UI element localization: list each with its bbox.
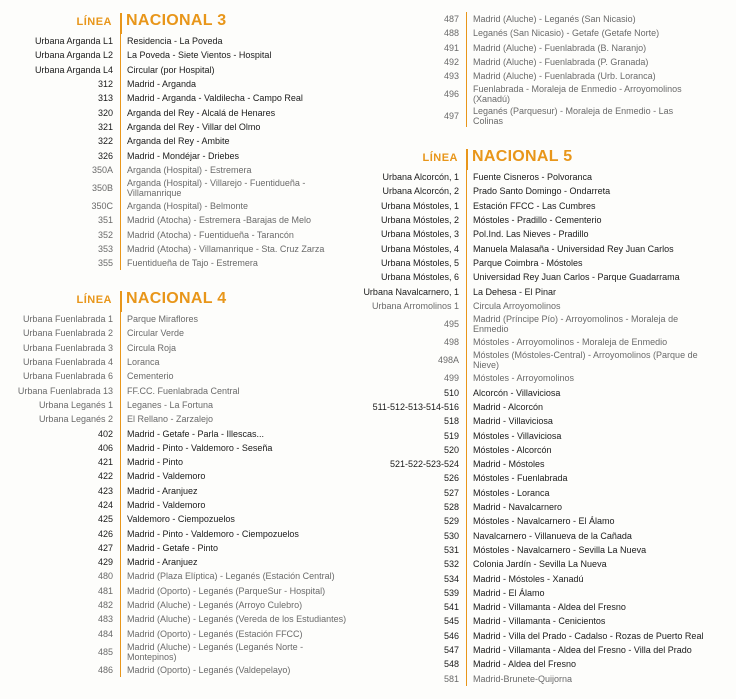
route-row: [97, 105, 360, 119]
route-code: 484: [97, 628, 113, 639]
route-destination: Leganés (Parquesur) - Moraleja de Enmedio - Las Colinas: [473, 106, 674, 127]
route-code: Urbana Fuenlabrada 3: [22, 342, 113, 353]
route-row: [97, 484, 360, 498]
route-code: 546: [443, 630, 459, 641]
route-destination: La Poveda - Siete Vientos - Hospital: [127, 50, 272, 61]
route-row: [97, 555, 360, 569]
route-code: Urbana Fuenlabrada 1: [22, 314, 113, 325]
route-row: [34, 48, 360, 62]
route-code: 518: [443, 416, 459, 427]
route-code: Urbana Navalcarnero, 1: [363, 286, 459, 297]
route-row: [97, 569, 360, 583]
route-destination: Madrid (Atocha) - Estremera -Barajas de Melo: [127, 215, 312, 226]
route-destination: Madrid - Móstoles - Xanadú: [473, 573, 584, 584]
route-code: 421: [97, 457, 113, 468]
route-code: 351: [97, 215, 113, 226]
route-code: Urbana Leganés 1: [38, 399, 113, 410]
route-destination: Estación FFCC - Las Cumbres: [473, 200, 596, 211]
route-row: [97, 455, 360, 469]
route-destination: Madrid (Oporto) - Leganés (ParqueSur - Hospital): [127, 585, 326, 596]
route-code: 429: [97, 557, 113, 568]
route-code: 541: [443, 602, 459, 613]
route-row: [97, 441, 360, 455]
route-destination: La Dehesa - El Pinar: [473, 286, 557, 297]
route-code: 539: [443, 587, 459, 598]
route-row: [97, 256, 360, 270]
route-row: [443, 471, 736, 485]
route-destination: Madrid - Arganda - Valdilecha - Campo Real: [127, 93, 303, 104]
route-code: 481: [97, 585, 113, 596]
route-code: 520: [443, 444, 459, 455]
route-row: [17, 383, 360, 397]
route-code: 532: [443, 559, 459, 570]
route-code: 488: [443, 28, 459, 39]
nacional-5-section: [360, 148, 736, 686]
nacional-4-section: [0, 290, 360, 677]
route-row: [443, 443, 736, 457]
route-destination: Parque Coimbra - Móstoles: [473, 257, 583, 268]
linea-label: LÍNEA: [422, 152, 458, 164]
route-row: [443, 69, 736, 83]
route-destination: Madrid - Aranjuez: [127, 557, 198, 568]
route-code: 485: [97, 646, 113, 657]
route-code: Urbana Arganda L4: [34, 64, 113, 75]
route-destination: Pol.Ind. Las Nieves - Pradillo: [473, 229, 589, 240]
route-row: [443, 313, 736, 335]
route-destination: Arganda del Rey - Villar del Olmo: [127, 121, 261, 132]
route-destination: Manuela Malasaña - Universidad Rey Juan Carlos: [473, 243, 674, 254]
route-row: [443, 529, 736, 543]
route-row: [443, 371, 736, 385]
route-row: [380, 227, 736, 241]
route-code: 547: [443, 645, 459, 656]
route-code: 486: [97, 664, 113, 675]
route-row: [38, 412, 360, 426]
route-destination: Arganda del Rey - Alcalá de Henares: [127, 107, 276, 118]
route-destination: Loranca: [127, 357, 160, 368]
route-destination: Leganés (San Nicasio) - Getafe (Getafe Norte): [473, 28, 660, 39]
route-destination: Madrid (Aluche) - Leganés (Arroyo Culebro): [127, 600, 303, 611]
route-destination: Madrid - Navalcarnero: [473, 502, 563, 513]
route-destination: Leganes - La Fortuna: [127, 399, 214, 410]
route-code: Urbana Móstoles, 3: [380, 229, 459, 240]
route-code: 493: [443, 71, 459, 82]
route-code: Urbana Móstoles, 5: [380, 257, 459, 268]
route-code: 406: [97, 442, 113, 453]
route-destination: Móstoles - Navalcarnero - El Álamo: [473, 516, 615, 527]
route-code: Urbana Arganda L2: [34, 50, 113, 61]
route-code: 352: [97, 229, 113, 240]
route-row: [443, 643, 736, 657]
route-destination: Valdemoro - Ciempozuelos: [127, 514, 235, 525]
route-destination: Colonia Jardín - Sevilla La Nueva: [473, 559, 607, 570]
route-destination: Residencia - La Poveda: [127, 36, 223, 47]
route-destination: Madrid-Brunete-Quijorna: [473, 673, 573, 684]
route-destination: Móstoles - Arroyomolinos: [473, 373, 575, 384]
route-code: 498: [443, 337, 459, 348]
route-row: [443, 600, 736, 614]
route-destination: Madrid (Aluche) - Fuenlabrada (P. Granada): [473, 57, 649, 68]
linea-label: LÍNEA: [76, 294, 112, 306]
route-destination: Madrid (Aluche) - Fuenlabrada (B. Naranjo): [473, 42, 647, 53]
route-row: [38, 398, 360, 412]
route-code: 425: [97, 514, 113, 525]
route-destination: Móstoles - Arroyomolinos - Moraleja de Enmedio: [473, 337, 668, 348]
route-code: Urbana Móstoles, 2: [380, 215, 459, 226]
nacional-5-header: [360, 148, 736, 170]
route-destination: Circula Roja: [127, 342, 177, 353]
route-code: 529: [443, 516, 459, 527]
route-destination: Circular Verde: [127, 328, 185, 339]
route-code: 531: [443, 544, 459, 555]
route-destination: Madrid - Alcorcón: [473, 402, 544, 412]
route-row: [34, 63, 360, 77]
route-code: Urbana Leganés 2: [38, 414, 113, 425]
route-row: [22, 326, 360, 340]
route-destination: Cementerio: [127, 371, 174, 382]
route-row: [97, 663, 360, 677]
route-row: [443, 486, 736, 500]
route-row: [34, 34, 360, 48]
route-code: Urbana Alcorcón, 2: [382, 186, 459, 197]
route-destination: Madrid (Príncipe Pío) - Arroyomolinos - Moraleja de Enmedio: [473, 313, 679, 334]
route-destination: Móstoles - Fuenlabrada: [473, 473, 568, 484]
route-destination: Madrid - Pinto - Valdemoro - Ciempozuelos: [127, 528, 299, 539]
route-row: [443, 500, 736, 514]
route-row: [97, 91, 360, 105]
route-row: [97, 612, 360, 626]
route-code: Urbana Alcorcón, 1: [382, 172, 459, 183]
route-row: [382, 184, 736, 198]
route-row: [97, 627, 360, 641]
route-row: [443, 672, 736, 686]
route-destination: Arganda (Hospital) - Belmonte: [127, 201, 249, 212]
route-code: 350A: [91, 164, 113, 175]
route-destination: Universidad Rey Juan Carlos - Parque Guadarrama: [473, 272, 680, 283]
route-code: 510: [443, 387, 459, 398]
route-code: 492: [443, 57, 459, 68]
route-code: 350B: [91, 182, 113, 193]
route-code: Urbana Fuenlabrada 2: [22, 328, 113, 339]
route-row: [97, 598, 360, 612]
route-destination: Madrid - Móstoles: [473, 459, 545, 470]
route-code: 534: [443, 573, 459, 584]
route-row: [380, 199, 736, 213]
route-destination: Móstoles (Móstoles-Central) - Arroyomolinos (Parque de Nieve): [473, 350, 698, 371]
route-row: [97, 526, 360, 540]
route-destination: Madrid - Villamanta - Cenicientos: [473, 616, 606, 627]
route-destination: Arganda (Hospital) - Villarejo - Fuentidueña - Villamanrique: [127, 177, 306, 198]
route-row: [443, 657, 736, 671]
route-code: Urbana Arganda L1: [34, 36, 113, 47]
nacional-4-title: NACIONAL 4: [126, 290, 227, 307]
route-row: [443, 414, 736, 428]
route-destination: Madrid (Oporto) - Leganés (Valdepelayo): [127, 664, 291, 675]
route-destination: Circular (por Hospital): [127, 64, 215, 75]
route-code: 511-512-513-514-516: [372, 402, 459, 412]
route-destination: Madrid (Atocha) - Villamanrique - Sta. Cruz Zarza: [127, 244, 325, 254]
route-row: [97, 134, 360, 148]
route-row: [380, 270, 736, 284]
route-destination: Madrid - Pinto - Valdemoro - Seseña: [127, 442, 273, 453]
route-code: 321: [97, 121, 113, 132]
route-row: [22, 312, 360, 326]
route-code: 497: [443, 111, 459, 122]
route-destination: Madrid (Aluche) - Leganés (Leganés Norte - Montepinos): [127, 641, 304, 662]
route-destination: Madrid (Aluche) - Leganés (San Nicasio): [473, 14, 636, 25]
route-destination: Fuente Cisneros - Polvoranca: [473, 172, 593, 183]
route-row: [382, 170, 736, 184]
route-destination: Alcorcón - Villaviciosa: [473, 387, 561, 398]
route-row: [97, 148, 360, 162]
route-code: 528: [443, 502, 459, 513]
route-code: 480: [97, 571, 113, 582]
route-row: [97, 228, 360, 242]
route-code: Urbana Arromolinos 1: [371, 300, 459, 311]
route-row: [380, 256, 736, 270]
route-code: 526: [443, 473, 459, 484]
route-row: [443, 83, 736, 105]
route-destination: Madrid - Getafe - Pinto: [127, 542, 219, 553]
route-row: [443, 12, 736, 26]
route-destination: Madrid - Valdemoro: [127, 471, 206, 482]
route-code: Urbana Móstoles, 1: [380, 200, 459, 211]
route-destination: Móstoles - Loranca: [473, 487, 550, 498]
route-code: 581: [443, 673, 459, 684]
route-destination: FF.CC. Fuenlabrada Central: [127, 385, 240, 396]
route-row: [443, 586, 736, 600]
route-code: 423: [97, 485, 113, 496]
route-code: 499: [443, 373, 459, 384]
route-code: 545: [443, 616, 459, 627]
nacional-4-header: [0, 290, 360, 312]
route-row: [97, 426, 360, 440]
route-code: 402: [97, 428, 113, 439]
route-row: [97, 77, 360, 91]
route-code: 355: [97, 258, 113, 269]
route-row: [380, 213, 736, 227]
route-code: 482: [97, 600, 113, 611]
route-destination: Navalcarnero - Villanueva de la Cañada: [473, 530, 632, 541]
route-row: [380, 241, 736, 255]
nacional-4-continued-list: [443, 12, 736, 127]
route-code: 427: [97, 542, 113, 553]
route-code: 548: [443, 659, 459, 670]
route-code: 519: [443, 430, 459, 441]
route-code: 312: [97, 79, 113, 90]
nacional-4-list: [17, 312, 360, 677]
route-row: [443, 428, 736, 442]
route-row: [22, 369, 360, 383]
route-row: [363, 284, 736, 298]
route-row: [91, 177, 360, 199]
route-row: [97, 641, 360, 663]
route-destination: Arganda (Hospital) - Estremera: [127, 164, 252, 175]
route-destination: Arganda del Rey - Ambite: [127, 136, 230, 147]
route-destination: Madrid (Aluche) - Leganés (Vereda de los Estudiantes): [127, 614, 347, 625]
route-code: 320: [97, 107, 113, 118]
route-destination: Madrid - El Álamo: [473, 587, 545, 598]
route-code: 487: [443, 14, 459, 25]
route-row: [97, 512, 360, 526]
route-row: [91, 163, 360, 177]
route-row: [97, 498, 360, 512]
route-code: 527: [443, 487, 459, 498]
route-row: [97, 120, 360, 134]
route-row: [443, 41, 736, 55]
route-destination: Madrid (Oporto) - Leganés (Estación FFCC): [127, 628, 303, 639]
route-code: 422: [97, 471, 113, 482]
route-code: 496: [443, 89, 459, 100]
route-code: 353: [97, 244, 113, 254]
route-row: [443, 543, 736, 557]
route-row: [97, 242, 360, 256]
route-row: [443, 571, 736, 585]
route-row: [443, 557, 736, 571]
route-row: [97, 469, 360, 483]
route-destination: Móstoles - Villaviciosa: [473, 430, 562, 441]
route-row: [389, 457, 736, 471]
route-destination: Madrid - Aldea del Fresno: [473, 659, 577, 670]
route-destination: Madrid - Valdemoro: [127, 500, 206, 510]
route-row: [443, 55, 736, 69]
route-destination: Madrid - Pinto: [127, 457, 184, 468]
route-row: [97, 213, 360, 227]
route-code: 322: [97, 136, 113, 147]
route-destination: Fuenlabrada - Moraleja de Enmedio - Arroyomolinos (Xanadú): [473, 84, 682, 105]
route-destination: Madrid (Plaza Elíptica) - Leganés (Estación Central): [127, 571, 335, 582]
route-destination: Parque Miraflores: [127, 314, 199, 325]
route-code: 426: [97, 528, 113, 539]
route-row: [443, 335, 736, 349]
route-destination: Madrid - Villamanta - Aldea del Fresno - Villa del Prado: [473, 645, 692, 656]
route-destination: Madrid - Mondéjar - Driebes: [127, 150, 240, 161]
route-code: 326: [97, 150, 113, 161]
route-code: 530: [443, 530, 459, 541]
route-row: [22, 341, 360, 355]
nacional-3-section: [0, 12, 360, 270]
route-destination: Madrid - Villa del Prado - Cadalso - Rozas de Puerto Real: [473, 630, 704, 641]
route-code: Urbana Fuenlabrada 4: [22, 357, 113, 368]
route-destination: Madrid - Arganda: [127, 79, 197, 90]
nacional-5-list: [363, 170, 736, 686]
nacional-3-list: [34, 34, 360, 270]
route-code: 483: [97, 614, 113, 625]
nacional-4-continued-section: [360, 12, 736, 127]
route-code: 424: [97, 500, 113, 510]
route-destination: Madrid - Aranjuez: [127, 485, 198, 496]
route-destination: Madrid (Aluche) - Fuenlabrada (Urb. Loranca): [473, 71, 656, 82]
route-code: 495: [443, 318, 459, 329]
route-code: 350C: [91, 201, 113, 212]
route-row: [443, 629, 736, 643]
route-row: [97, 584, 360, 598]
route-code: Urbana Móstoles, 6: [380, 272, 459, 283]
route-code: 521-522-523-524: [389, 459, 459, 470]
route-code: 491: [443, 42, 459, 53]
route-destination: Circula Arroyomolinos: [473, 300, 561, 311]
route-row: [443, 26, 736, 40]
route-destination: Prado Santo Domingo - Ondarreta: [473, 186, 611, 197]
route-row: [91, 199, 360, 213]
route-destination: Móstoles - Alcorcón: [473, 444, 552, 455]
route-destination: Madrid - Villamanta - Aldea del Fresno: [473, 602, 626, 613]
route-code: 498A: [437, 355, 459, 366]
route-destination: El Rellano - Zarzalejo: [127, 414, 214, 425]
route-row: [443, 614, 736, 628]
route-code: 313: [97, 93, 113, 104]
route-destination: Madrid - Getafe - Parla - Illescas...: [127, 428, 265, 439]
route-destination: Fuentidueña de Tajo - Estremera: [127, 258, 258, 269]
linea-label: LÍNEA: [76, 16, 112, 28]
nacional-3-header: [0, 12, 360, 34]
route-row: [443, 105, 736, 127]
route-row: [22, 355, 360, 369]
route-row: [443, 514, 736, 528]
route-destination: Madrid (Atocha) - Fuentidueña - Tarancón: [127, 229, 294, 240]
route-destination: Móstoles - Navalcarnero - Sevilla La Nueva: [473, 544, 647, 555]
route-row: [437, 349, 736, 371]
route-code: Urbana Fuenlabrada 6: [22, 371, 113, 382]
route-row: [97, 541, 360, 555]
route-destination: Madrid - Villaviciosa: [473, 416, 553, 427]
route-row: [443, 386, 736, 400]
route-code: Urbana Fuenlabrada 13: [17, 385, 113, 396]
route-row: [371, 299, 736, 313]
nacional-5-title: NACIONAL 5: [472, 148, 573, 165]
route-row: [372, 400, 736, 414]
nacional-3-title: NACIONAL 3: [126, 12, 227, 29]
route-destination: Móstoles - Pradillo - Cementerio: [473, 215, 602, 226]
route-code: Urbana Móstoles, 4: [380, 243, 459, 254]
